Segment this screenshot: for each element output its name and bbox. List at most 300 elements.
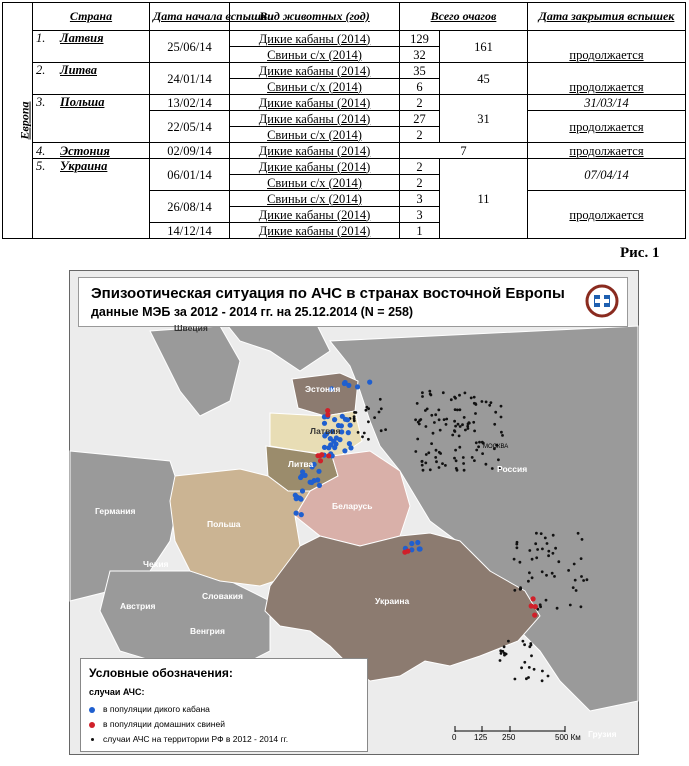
header-start-date: Дата начала вспышки	[150, 3, 230, 31]
russia-case-dot	[457, 423, 460, 426]
label-moscow: МОСКВА	[483, 444, 509, 450]
russia-case-dot	[478, 441, 481, 444]
russia-case-dot	[572, 586, 575, 589]
row-number: 1.	[36, 31, 46, 45]
count-cell: 7	[400, 143, 528, 159]
russia-case-dot	[554, 547, 557, 550]
russia-case-dot	[427, 451, 430, 454]
russia-case-dot	[373, 416, 376, 419]
start-date-cell: 26/08/14	[150, 191, 230, 223]
wild-boar-case-dot	[328, 442, 333, 447]
wild-boar-case-dot	[298, 475, 303, 480]
russia-case-dot	[553, 575, 556, 578]
label-russia: Россия	[497, 464, 528, 474]
russia-case-dot	[575, 589, 578, 592]
label-czech: Чехия	[143, 559, 169, 569]
russia-case-dot	[464, 429, 467, 432]
russia-case-dot	[516, 546, 519, 549]
russia-case-dot	[552, 552, 555, 555]
animal-cell: Дикие кабаны (2014)	[230, 223, 400, 239]
row-number: 4.	[36, 143, 46, 158]
map-scale	[450, 721, 620, 751]
label-hungary: Венгрия	[190, 626, 225, 636]
russia-case-dot	[434, 456, 437, 459]
animal-cell: Дикие кабаны (2014)	[230, 95, 400, 111]
russia-case-dot	[421, 395, 424, 398]
russia-case-dot	[458, 435, 461, 438]
label-belarus: Беларусь	[332, 501, 373, 511]
count-cell: 3	[400, 191, 440, 207]
russia-case-dot	[530, 654, 533, 657]
russia-case-dot	[485, 401, 488, 404]
russia-case-dot	[365, 409, 368, 412]
russia-case-dot	[365, 406, 368, 409]
russia-case-dot	[536, 548, 539, 551]
close-status-cell: продолжается	[528, 111, 686, 143]
scale-tick: 0	[452, 733, 457, 742]
russia-case-dot	[421, 391, 424, 394]
russia-case-dot	[499, 659, 502, 662]
legend-item-label: в популяции домашних свиней	[103, 719, 225, 729]
russia-case-dot	[432, 432, 435, 435]
start-date-cell: 24/01/14	[150, 63, 230, 95]
russia-case-dot	[527, 580, 530, 583]
region-label: Европа	[17, 101, 32, 140]
black-dot-icon	[91, 738, 94, 741]
russia-case-dot	[439, 429, 442, 432]
wild-boar-case-dot	[409, 541, 414, 546]
wild-boar-case-dot	[355, 384, 360, 389]
russia-case-dot	[547, 675, 550, 678]
legend-item-label: в популяции дикого кабана	[103, 704, 210, 714]
russia-case-dot	[367, 420, 370, 423]
russia-case-dot	[520, 666, 523, 669]
close-status-cell: продолжается	[528, 63, 686, 95]
count-cell: 2	[400, 127, 440, 143]
russia-case-dot	[416, 402, 419, 405]
table-row	[3, 95, 686, 111]
russia-case-dot	[490, 401, 493, 404]
start-date-cell: 22/05/14	[150, 111, 230, 143]
country-cell	[33, 143, 150, 159]
russia-case-dot	[363, 432, 366, 435]
russia-case-dot	[481, 400, 484, 403]
russia-case-dot	[494, 411, 497, 414]
start-date-cell: 14/12/14	[150, 223, 230, 239]
wild-boar-case-dot	[367, 380, 372, 385]
table-row	[3, 143, 686, 159]
russia-case-dot	[458, 446, 461, 449]
close-status-cell: продолжается	[528, 143, 686, 159]
asf-map	[69, 270, 639, 755]
animal-cell: Дикие кабаны (2014)	[230, 159, 400, 175]
russia-case-dot	[473, 459, 476, 462]
russia-case-dot	[468, 421, 471, 424]
start-date-cell: 13/02/14	[150, 95, 230, 111]
russia-case-dot	[529, 642, 532, 645]
russia-case-dot	[438, 451, 441, 454]
russia-case-dot	[384, 428, 387, 431]
russia-case-dot	[414, 450, 417, 453]
wild-boar-case-dot	[316, 469, 321, 474]
russia-case-dot	[556, 607, 559, 610]
header-total: Всего очагов	[400, 3, 528, 31]
count-cell: 35	[400, 63, 440, 79]
russia-case-dot	[430, 414, 433, 417]
russia-case-dot	[531, 576, 534, 579]
russia-case-dot	[450, 398, 453, 401]
russia-case-dot	[577, 532, 580, 535]
animal-cell: Свиньи с/х (2014)	[230, 47, 400, 63]
russia-case-dot	[459, 408, 462, 411]
table-row	[3, 63, 686, 79]
russia-case-dot	[547, 554, 550, 557]
russia-case-dot	[507, 640, 510, 643]
legend-subtitle: случаи АЧС:	[89, 687, 145, 697]
russia-case-dot	[540, 532, 543, 535]
russia-case-dot	[462, 456, 465, 459]
russia-case-dot	[503, 654, 506, 657]
country-estonia	[292, 373, 358, 416]
animal-cell: Свиньи с/х (2014)	[230, 191, 400, 207]
russia-case-dot	[353, 417, 356, 420]
org-logo-icon	[585, 284, 619, 318]
russia-case-dot	[454, 425, 457, 428]
russia-case-dot	[493, 423, 496, 426]
russia-case-dot	[580, 605, 583, 608]
russia-case-dot	[569, 604, 572, 607]
total-cell: 11	[440, 159, 528, 239]
animal-cell: Свиньи с/х (2014)	[230, 79, 400, 95]
russia-case-dot	[497, 458, 500, 461]
start-date-cell: 25/06/14	[150, 31, 230, 63]
wild-boar-case-dot	[294, 511, 299, 516]
russia-case-dot	[539, 603, 542, 606]
russia-case-dot	[525, 677, 528, 680]
russia-case-dot	[353, 411, 356, 414]
russia-case-dot	[544, 537, 547, 540]
russia-case-dot	[516, 541, 519, 544]
russia-case-dot	[416, 438, 419, 441]
russia-case-dot	[519, 586, 522, 589]
russia-case-dot	[523, 643, 526, 646]
animal-cell: Дикие кабаны (2014)	[230, 207, 400, 223]
domestic-pig-case-dot	[319, 452, 324, 457]
scale-tick: 125	[474, 733, 488, 742]
header-animal: Вид животных (год)	[230, 3, 400, 31]
russia-case-dot	[485, 463, 488, 466]
russia-case-dot	[547, 550, 550, 553]
russia-case-dot	[582, 579, 585, 582]
russia-case-dot	[514, 678, 517, 681]
map-title-box	[78, 277, 628, 327]
close-status-cell: продолжается	[528, 31, 686, 63]
russia-case-dot	[533, 668, 536, 671]
russia-case-dot	[463, 469, 466, 472]
russia-case-dot	[503, 645, 506, 648]
wild-boar-case-dot	[345, 417, 350, 422]
russia-case-dot	[541, 670, 544, 673]
country-cell	[33, 31, 150, 63]
domestic-pig-case-dot	[531, 596, 536, 601]
russia-case-dot	[438, 418, 441, 421]
domestic-pig-case-dot	[325, 412, 330, 417]
russia-case-dot	[435, 460, 438, 463]
red-dot-icon	[89, 722, 95, 728]
russia-case-dot	[425, 425, 428, 428]
count-cell: 27	[400, 111, 440, 127]
russia-case-dot	[357, 431, 360, 434]
row-number: 3.	[36, 95, 46, 109]
russia-case-dot	[481, 452, 484, 455]
russia-case-dot	[421, 460, 424, 463]
legend-title: Условные обозначения:	[89, 666, 233, 680]
russia-case-dot	[472, 421, 475, 424]
domestic-pig-case-dot	[532, 613, 537, 618]
russia-case-dot	[545, 599, 548, 602]
animal-cell: Дикие кабаны (2014)	[230, 143, 400, 159]
russia-case-dot	[471, 456, 474, 459]
russia-case-dot	[434, 413, 437, 416]
count-cell: 3	[400, 207, 440, 223]
header-close-date: Дата закрытия вспышек	[528, 3, 686, 31]
header-country: Страна	[33, 3, 150, 31]
map-subtitle: данные МЭБ за 2012 - 2014 гг. на 25.12.2014 (N = 258)	[91, 305, 414, 319]
russia-case-dot	[456, 409, 459, 412]
russia-case-dot	[475, 449, 478, 452]
russia-case-dot	[501, 650, 504, 653]
animal-cell: Свиньи с/х (2014)	[230, 127, 400, 143]
label-slovakia: Словакия	[202, 591, 243, 601]
country-cell	[33, 159, 150, 239]
table-row	[3, 31, 686, 47]
row-number: 2.	[36, 63, 46, 77]
count-cell: 2	[400, 159, 440, 175]
wild-boar-case-dot	[309, 480, 314, 485]
russia-case-dot	[586, 578, 589, 581]
russia-case-dot	[528, 645, 531, 648]
wild-boar-case-dot	[418, 546, 423, 551]
russia-case-dot	[541, 679, 544, 682]
label-ukraine: Украина	[375, 596, 410, 606]
scale-tick: 500 Км	[555, 733, 581, 742]
wild-boar-case-dot	[415, 540, 420, 545]
russia-case-dot	[453, 457, 456, 460]
country-name: Латвия	[60, 31, 104, 45]
russia-case-dot	[473, 396, 476, 399]
russia-case-dot	[580, 557, 583, 560]
russia-case-dot	[429, 393, 432, 396]
legend-item-wild-boar	[103, 704, 210, 714]
domestic-pig-case-dot	[402, 550, 407, 555]
russia-case-dot	[456, 469, 459, 472]
russia-case-dot	[451, 434, 454, 437]
total-cell: 45	[440, 63, 528, 95]
russia-case-dot	[422, 469, 425, 472]
russia-case-dot	[500, 416, 503, 419]
table-row	[3, 159, 686, 175]
wild-boar-case-dot	[347, 441, 352, 446]
label-lithuania: Литва	[288, 459, 314, 469]
total-cell: 161	[440, 31, 528, 63]
russia-case-dot	[417, 421, 420, 424]
russia-case-dot	[445, 418, 448, 421]
blue-dot-icon	[89, 707, 95, 713]
russia-case-dot	[528, 666, 531, 669]
russia-case-dot	[477, 445, 480, 448]
scale-bar	[455, 723, 575, 733]
wild-boar-case-dot	[346, 430, 351, 435]
total-cell: 31	[440, 95, 528, 143]
russia-case-dot	[470, 397, 473, 400]
russia-case-dot	[444, 464, 447, 467]
wild-boar-case-dot	[340, 414, 345, 419]
russia-case-dot	[467, 427, 470, 430]
start-date-cell: 02/09/14	[150, 143, 230, 159]
label-estonia: Эстония	[305, 384, 341, 394]
russia-case-dot	[437, 409, 440, 412]
russia-case-dot	[513, 558, 516, 561]
figure-label: Рис. 1	[620, 245, 660, 261]
wild-boar-case-dot	[317, 483, 322, 488]
legend-item-label: случаи АЧС на территории РФ в 2012 - 2014 гг.	[103, 734, 289, 744]
country-name: Литва	[60, 63, 97, 77]
wild-boar-case-dot	[342, 381, 347, 386]
map-legend	[80, 658, 368, 752]
russia-case-dot	[528, 549, 531, 552]
russia-case-dot	[458, 394, 461, 397]
russia-case-dot	[573, 563, 576, 566]
count-cell: 6	[400, 79, 440, 95]
legend-item-russia-cases	[103, 734, 288, 744]
russia-case-dot	[491, 467, 494, 470]
russia-case-dot	[580, 575, 583, 578]
russia-case-dot	[459, 425, 462, 428]
scale-tick: 250	[502, 733, 516, 742]
russia-case-dot	[462, 462, 465, 465]
russia-case-dot	[488, 404, 491, 407]
russia-case-dot	[557, 560, 560, 563]
animal-cell: Дикие кабаны (2014)	[230, 111, 400, 127]
wild-boar-case-dot	[337, 437, 342, 442]
russia-case-dot	[428, 390, 431, 393]
count-cell: 32	[400, 47, 440, 63]
russia-case-dot	[552, 534, 555, 537]
close-status-cell: продолжается	[528, 191, 686, 239]
country-cell	[33, 63, 150, 95]
label-poland: Польша	[207, 519, 241, 529]
country-name: Польша	[60, 95, 105, 109]
wild-boar-case-dot	[328, 436, 333, 441]
russia-case-dot	[535, 532, 538, 535]
russia-case-dot	[367, 438, 370, 441]
russia-case-dot	[501, 434, 504, 437]
count-cell: 129	[400, 31, 440, 47]
russia-case-dot	[380, 429, 383, 432]
russia-case-dot	[426, 408, 429, 411]
russia-case-dot	[380, 407, 383, 410]
label-latvia: Латвия	[310, 426, 341, 436]
russia-case-dot	[454, 449, 457, 452]
russia-case-dot	[425, 453, 428, 456]
table-header-row	[3, 3, 686, 31]
russia-case-dot	[464, 392, 467, 395]
russia-case-dot	[473, 430, 476, 433]
russia-case-dot	[541, 570, 544, 573]
wild-boar-case-dot	[348, 423, 353, 428]
animal-cell: Дикие кабаны (2014)	[230, 31, 400, 47]
russia-case-dot	[475, 441, 478, 444]
label-germany: Германия	[95, 506, 136, 516]
russia-case-dot	[461, 423, 464, 426]
russia-case-dot	[551, 572, 554, 575]
country-name: Эстония	[60, 143, 110, 158]
russia-case-dot	[545, 574, 548, 577]
label-georgia: Грузия	[588, 729, 617, 739]
wild-boar-case-dot	[300, 488, 305, 493]
domestic-pig-case-dot	[318, 458, 323, 463]
map-title: Эпизоотическая ситуация по АЧС в странах восточной Европы	[91, 285, 565, 302]
wild-boar-case-dot	[315, 477, 320, 482]
russia-case-dot	[535, 556, 538, 559]
russia-case-dot	[361, 435, 364, 438]
russia-case-dot	[523, 661, 526, 664]
russia-case-dot	[378, 411, 381, 414]
russia-case-dot	[429, 468, 432, 471]
country-cell	[33, 95, 150, 143]
outbreak-table	[2, 2, 686, 239]
wild-boar-case-dot	[294, 496, 299, 501]
count-cell: 2	[400, 95, 440, 111]
russia-case-dot	[430, 442, 433, 445]
region-cell	[3, 3, 33, 239]
russia-case-dot	[453, 429, 456, 432]
russia-case-dot	[433, 421, 436, 424]
wild-boar-case-dot	[300, 469, 305, 474]
russia-case-dot	[546, 542, 549, 545]
start-date-cell: 06/01/14	[150, 159, 230, 191]
russia-case-dot	[438, 466, 441, 469]
russia-case-dot	[574, 579, 577, 582]
domestic-pig-case-dot	[326, 453, 331, 458]
russia-case-dot	[435, 449, 438, 452]
russia-case-dot	[442, 391, 445, 394]
wild-boar-case-dot	[299, 512, 304, 517]
russia-case-dot	[463, 416, 466, 419]
russia-case-dot	[534, 542, 537, 545]
label-austria: Австрия	[120, 601, 156, 611]
russia-case-dot	[513, 589, 516, 592]
russia-case-dot	[441, 462, 444, 465]
wild-boar-case-dot	[332, 417, 337, 422]
label-sweden: Швеция	[174, 323, 208, 333]
russia-case-dot	[443, 418, 446, 421]
country-name: Украина	[60, 159, 108, 173]
russia-case-dot	[567, 569, 570, 572]
row-number: 5.	[36, 159, 46, 173]
russia-case-dot	[475, 403, 478, 406]
animal-cell: Свиньи с/х (2014)	[230, 175, 400, 191]
russia-case-dot	[414, 418, 417, 421]
russia-case-dot	[453, 420, 456, 423]
legend-item-domestic-pigs	[103, 719, 225, 729]
russia-case-dot	[455, 459, 458, 462]
russia-case-dot	[500, 405, 503, 408]
russia-case-dot	[474, 412, 477, 415]
count-cell: 2	[400, 175, 440, 191]
russia-case-dot	[421, 464, 424, 467]
russia-case-dot	[581, 538, 584, 541]
